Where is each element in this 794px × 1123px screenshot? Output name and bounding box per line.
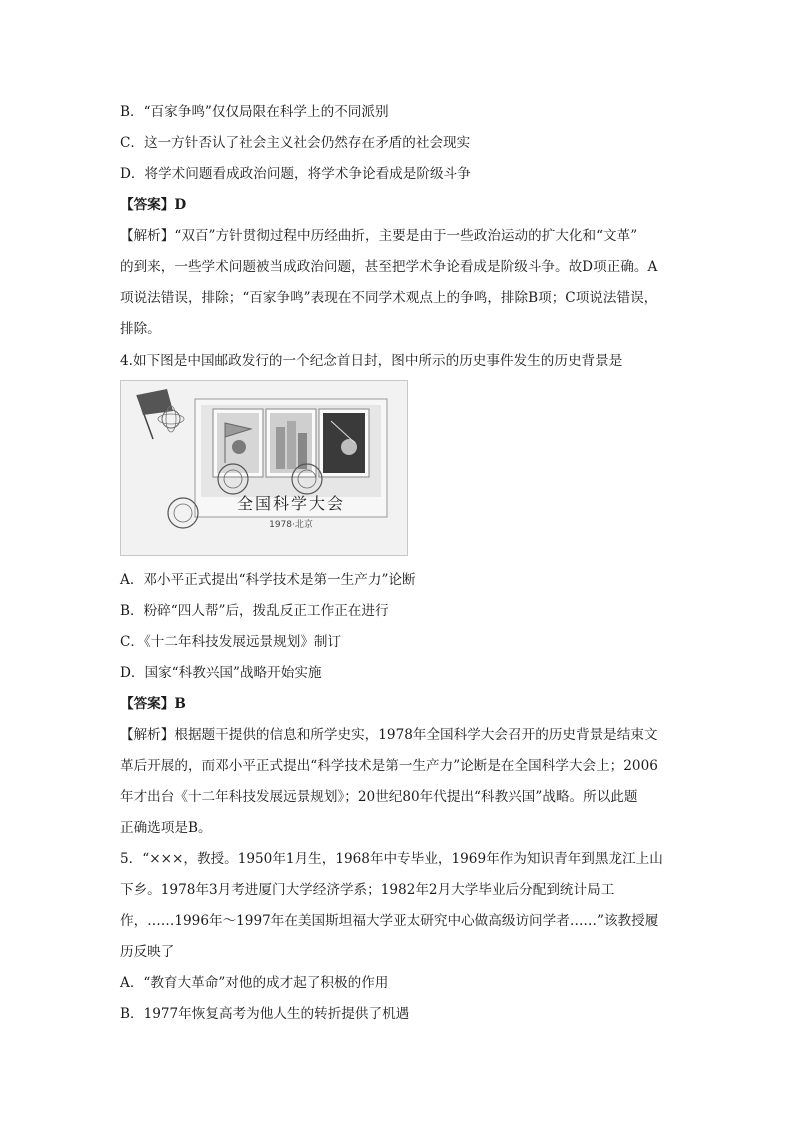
q5-option-b: B．1977年恢复高考为他人生的转折提供了机遇 — [120, 1006, 410, 1022]
stamp-buildings — [266, 409, 316, 477]
q4-answer: 【答案】B — [120, 696, 186, 712]
q4-analysis-line: 年才出台《十二年科技发展远景规划》；20世纪80年代提出“科教兴国”战略。所以此题 — [120, 789, 638, 805]
q4-stem: 4.如下图是中国邮政发行的一个纪念首日封，图中所示的历史事件发生的历史背景是 — [120, 353, 623, 369]
q5-stem-line: 下乡。1978年3月考进厦门大学经济学系；1982年2月大学毕业后分配到统计局工 — [120, 882, 615, 898]
q4-option-c: C．《十二年科技发展远景规划》制订 — [120, 634, 342, 650]
q3-analysis-line: 项说法错误，排除；“百家争鸣”表现在不同学术观点上的争鸣，排除B项；C项说法错误， — [120, 290, 658, 306]
q4-analysis-line: 正确选项是B。 — [120, 820, 212, 836]
cover-title: 全国科学大会 — [236, 494, 346, 513]
first-day-cover-image — [120, 380, 408, 556]
q3-analysis-line: 的到来，一些学术问题被当成政治问题，甚至把学术争论看成是阶级斗争。故D项正确。A — [120, 259, 658, 275]
q5-stem-line: 5．“×××，教授。1950年1月生，1968年中专毕业，1969年作为知识青年到黑龙江上山 — [120, 851, 663, 867]
q3-option-c: C．这一方针否认了社会主义社会仍然存在矛盾的社会现实 — [120, 135, 471, 151]
science-flag-icon — [137, 389, 184, 439]
q3-answer: 【答案】D — [120, 197, 187, 213]
stamp-satellite — [319, 409, 369, 477]
q3-option-b: B．“百家争鸣”仅仅局限在科学上的不同派别 — [120, 104, 389, 120]
q4-analysis-line: 【解析】根据题干提供的信息和所学史实，1978年全国科学大会召开的历史背景是结束文 — [120, 727, 658, 743]
q4-option-b: B．粉碎“四人帮”后，拨乱反正工作正在进行 — [120, 603, 389, 619]
q5-stem-line: 作，……1996年～1997年在美国斯坦福大学亚太研究中心做高级访问学者……”该教授履 — [120, 913, 659, 929]
q3-analysis-line: 排除。 — [120, 321, 161, 337]
q3-option-d: D．将学术问题看成政治问题，将学术争论看成是阶级斗争 — [120, 166, 471, 182]
cover-subtitle: 1978·北京 — [269, 520, 313, 530]
q4-option-d: D．国家“科教兴国”战略开始实施 — [120, 665, 322, 681]
q5-stem-line: 历反映了 — [120, 944, 175, 960]
q5-option-a: A．“教育大革命”对他的成才起了积极的作用 — [120, 975, 389, 991]
q4-option-a: A．邓小平正式提出“科学技术是第一生产力”论断 — [120, 572, 416, 588]
q3-analysis-line: 【解析】“双百”方针贯彻过程中历经曲折，主要是由于一些政治运动的扩大化和“文革” — [120, 228, 638, 244]
stamp-person-and-flag — [213, 409, 263, 477]
q4-analysis-line: 革后开展的，而邓小平正式提出“科学技术是第一生产力”论断是在全国科学大会上；2006 — [120, 758, 658, 774]
